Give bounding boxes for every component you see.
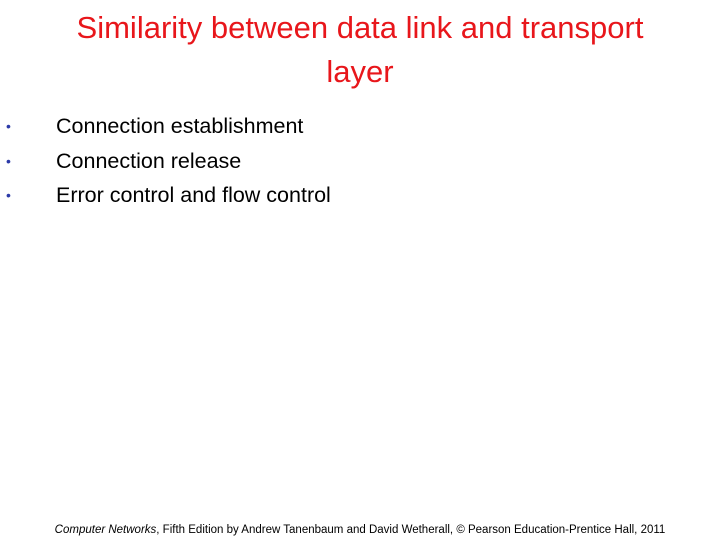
slide-title — [20, 6, 700, 94]
footer-text: , Fifth Edition by Andrew Tanenbaum and David Wetherall, © Pearson Education-Prentice Hall, 2011 — [156, 524, 666, 536]
bullet-icon: • — [6, 152, 11, 169]
footer-citation — [0, 524, 720, 536]
slide-title-line-2: layer — [326, 54, 394, 89]
bullet-icon: • — [6, 187, 11, 203]
bullet-text: Connection release — [56, 148, 242, 173]
footer-book-title: Computer Networks — [54, 524, 157, 536]
slide-title-line-1: Similarity between data link and transport — [76, 10, 644, 45]
bullet-text: Error control and flow control — [56, 183, 331, 207]
bullet-icon: • — [6, 118, 11, 134]
bullet-text: Connection establishment — [56, 114, 304, 138]
